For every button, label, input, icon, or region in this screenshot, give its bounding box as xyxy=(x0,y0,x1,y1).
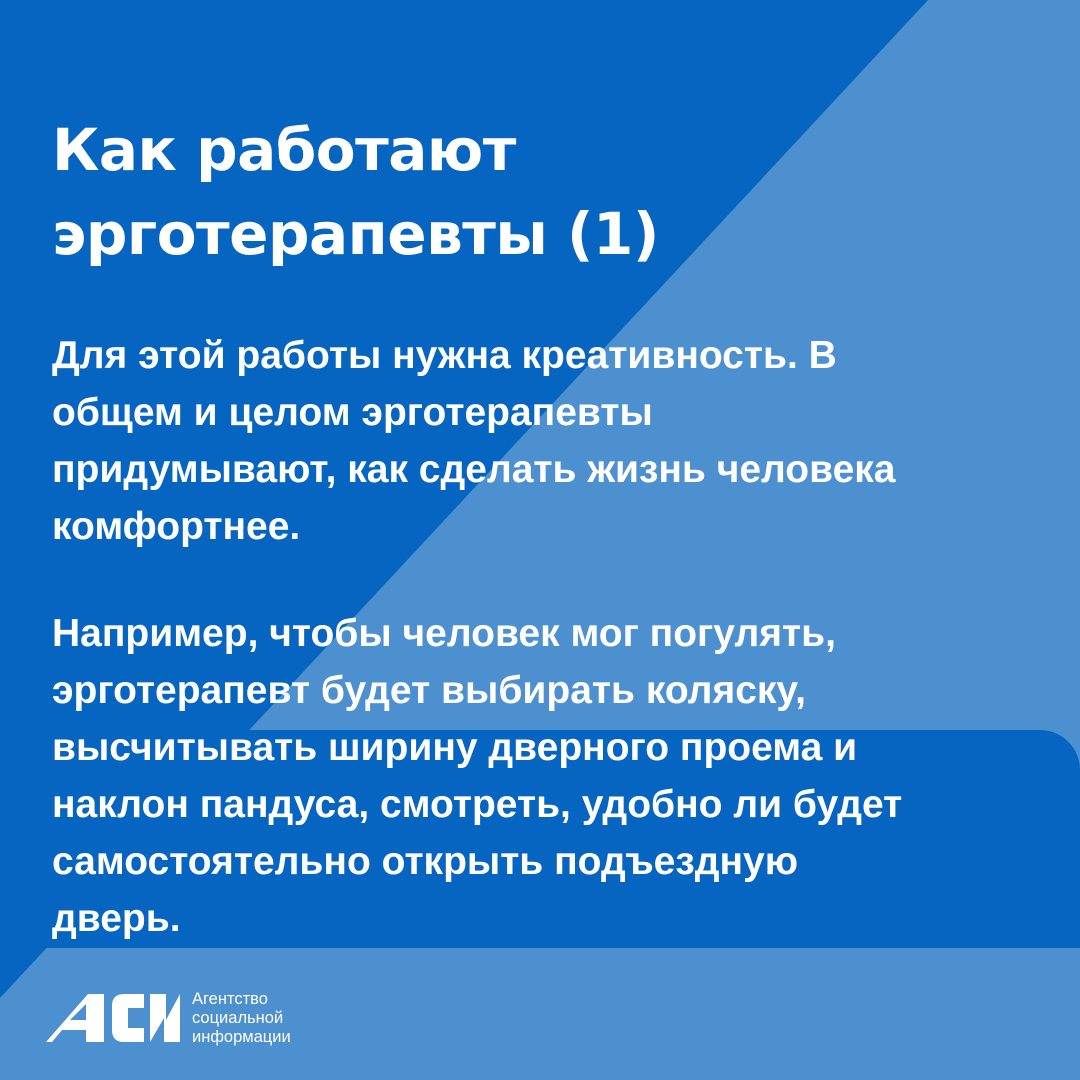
logo-text-line: информации xyxy=(192,1028,291,1046)
text-line: комфортнее. xyxy=(52,505,301,548)
logo-text-line: социальной xyxy=(192,1009,284,1027)
text-line: самостоятельно открыть подъездную xyxy=(52,840,799,883)
logo-text-line: Агентство xyxy=(192,990,268,1008)
logo-i-shape xyxy=(150,994,180,1042)
page-title xyxy=(52,108,1032,276)
intro-paragraph xyxy=(52,327,1052,555)
title-line: эрготерапевты (1) xyxy=(52,200,659,268)
text-line: высчитывать ширину дверного проема и xyxy=(52,726,858,769)
asi-logo-icon xyxy=(44,990,184,1046)
text-line: общем и целом эрготерапевты xyxy=(52,391,653,434)
text-line: наклон пандуса, смотреть, удобно ли будет xyxy=(52,783,903,826)
example-paragraph xyxy=(52,605,1052,947)
text-line: Например, чтобы человек мог погулять, xyxy=(52,612,836,655)
text-line: эрготерапевт будет выбирать коляску, xyxy=(52,669,807,712)
text-line: дверь. xyxy=(52,897,181,940)
logo-text xyxy=(192,990,291,1047)
text-line: Для этой работы нужна креативность. В xyxy=(52,334,837,377)
title-line: Как работают xyxy=(52,116,516,184)
text-line: придумывают, как сделать жизнь человека xyxy=(52,448,896,491)
logo-c-shape xyxy=(112,994,144,1042)
